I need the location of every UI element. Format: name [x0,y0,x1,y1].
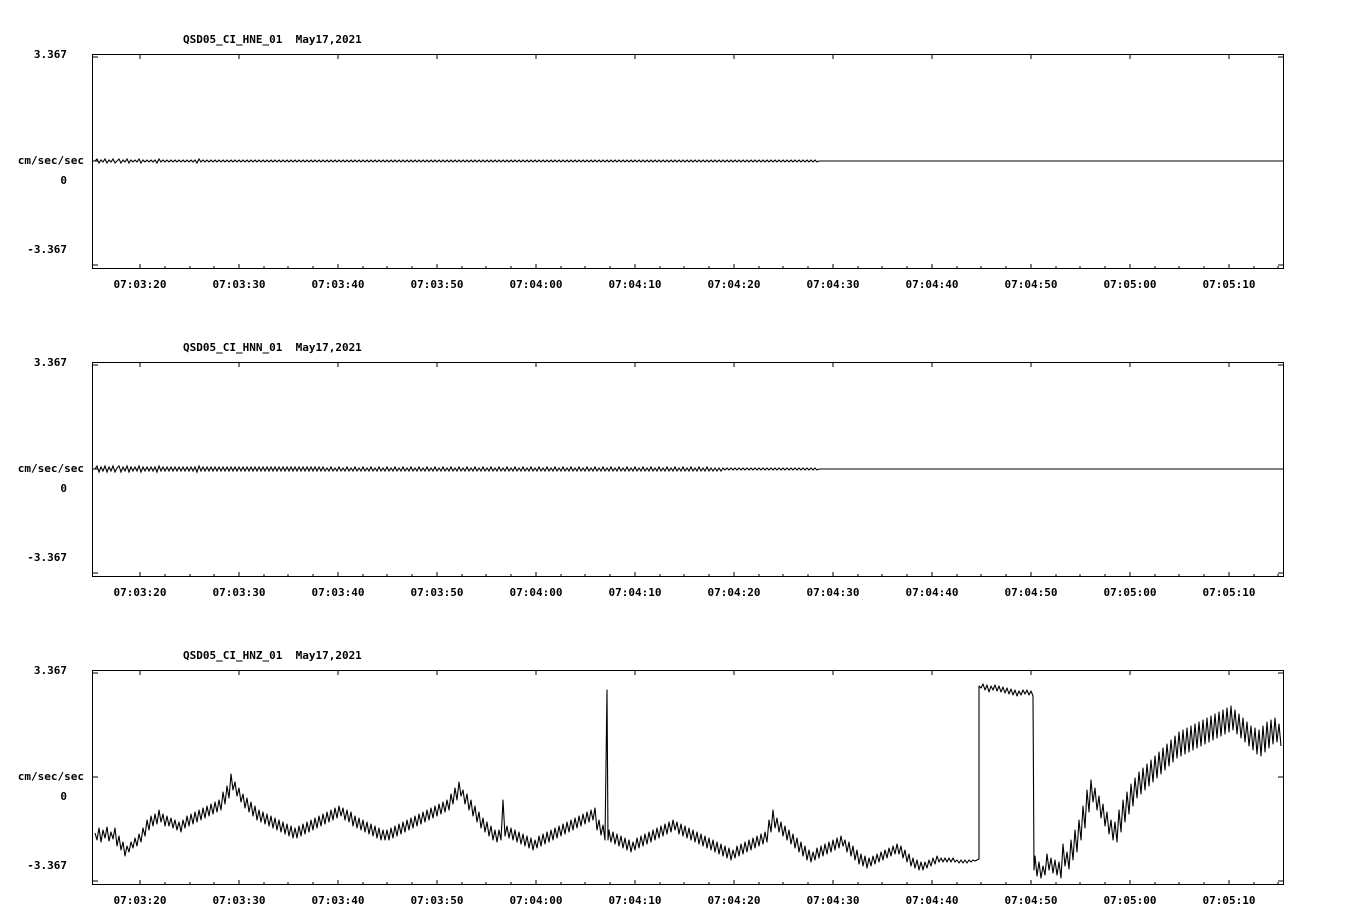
x-tick-label: 07:03:50 [410,278,464,291]
x-tick-label: 07:03:20 [113,586,167,599]
x-tick-label: 07:05:10 [1202,278,1256,291]
x-tick-label: 07:04:30 [806,894,860,907]
x-tick-label: 07:04:40 [905,894,959,907]
x-tick-label: 07:03:30 [212,894,266,907]
x-tick-label: 07:04:00 [509,586,563,599]
chart-panel-hnz [0,651,1358,906]
x-tick-label: 07:03:20 [113,278,167,291]
x-tick-label: 07:03:40 [311,894,365,907]
waveform-hne [92,54,1284,269]
x-tick-label: 07:04:10 [608,278,662,291]
x-tick-label: 07:04:00 [509,894,563,907]
y-tick-mid-hne: 0 [60,174,67,187]
x-tick-label: 07:04:40 [905,278,959,291]
panel-title-hnn: QSD05_CI_HNN_01 May17,2021 [183,341,362,354]
x-tick-label: 07:04:30 [806,278,860,291]
y-tick-top-hnn: 3.367 [33,356,67,369]
x-tick-label: 07:05:10 [1202,586,1256,599]
waveform-hnn [92,362,1284,577]
waveform-hnz [92,670,1284,885]
y-axis-label-hnn: cm/sec/sec [17,462,84,475]
x-tick-label: 07:04:20 [707,894,761,907]
x-tick-label: 07:04:00 [509,278,563,291]
y-tick-bottom-hnn: -3.367 [27,551,67,564]
x-tick-label: 07:03:50 [410,894,464,907]
panel-title-hne: QSD05_CI_HNE_01 May17,2021 [183,33,362,46]
chart-panel-hne [0,35,1358,290]
y-axis-label-hnz: cm/sec/sec [17,770,84,783]
x-tick-label: 07:04:50 [1004,894,1058,907]
x-tick-label: 07:04:40 [905,586,959,599]
y-tick-bottom-hne: -3.367 [27,243,67,256]
x-tick-label: 07:05:10 [1202,894,1256,907]
chart-panel-hnn [0,343,1358,598]
x-tick-label: 07:05:00 [1103,278,1157,291]
y-tick-mid-hnn: 0 [60,482,67,495]
plot-area-hnz [92,670,1284,885]
y-axis-label-hne: cm/sec/sec [17,154,84,167]
x-tick-label: 07:05:00 [1103,894,1157,907]
x-tick-label: 07:03:40 [311,586,365,599]
panel-title-hnz: QSD05_CI_HNZ_01 May17,2021 [183,649,362,662]
y-tick-mid-hnz: 0 [60,790,67,803]
x-tick-label: 07:04:20 [707,278,761,291]
x-tick-label: 07:04:50 [1004,586,1058,599]
y-tick-top-hnz: 3.367 [33,664,67,677]
y-tick-bottom-hnz: -3.367 [27,859,67,872]
plot-area-hne [92,54,1284,269]
y-tick-top-hne: 3.367 [33,48,67,61]
x-tick-label: 07:03:20 [113,894,167,907]
x-tick-label: 07:04:30 [806,586,860,599]
x-tick-label: 07:03:30 [212,278,266,291]
plot-area-hnn [92,362,1284,577]
x-tick-label: 07:04:50 [1004,278,1058,291]
x-tick-label: 07:04:20 [707,586,761,599]
x-tick-label: 07:03:30 [212,586,266,599]
x-tick-label: 07:04:10 [608,894,662,907]
x-tick-label: 07:05:00 [1103,586,1157,599]
x-tick-label: 07:03:50 [410,586,464,599]
x-tick-label: 07:04:10 [608,586,662,599]
x-tick-label: 07:03:40 [311,278,365,291]
